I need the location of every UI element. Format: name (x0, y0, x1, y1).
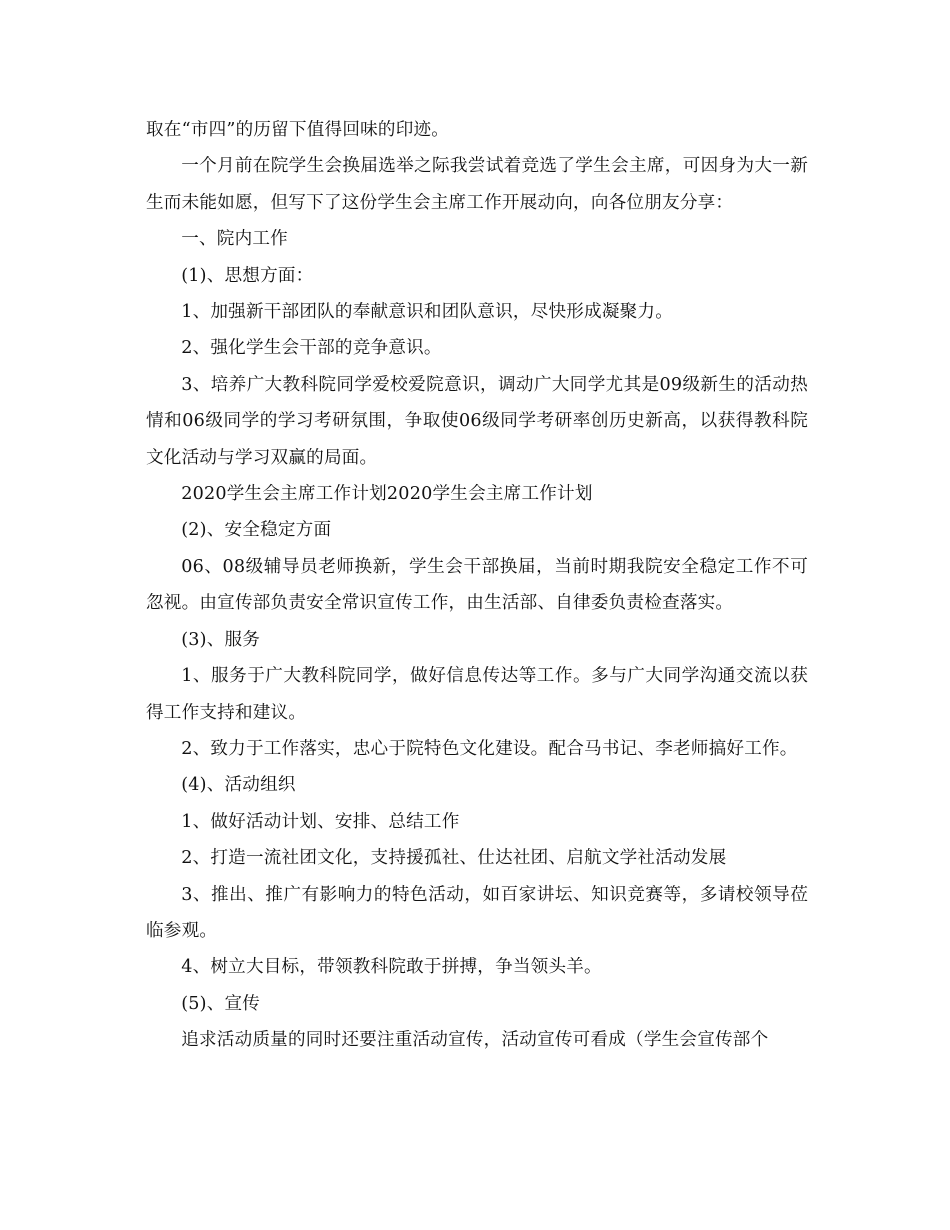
list-item: 2、强化学生会干部的竞争意识。 (181, 338, 442, 359)
list-item: 2、打造一流社团文化，支持援孤社、仕达社团、启航文学社活动发展 (181, 848, 727, 869)
list-item: 2、致力于工作落实，忠心于院特色文化建设。配合马书记、李老师搞好工作。 (181, 738, 798, 759)
heading-internal-work: 一、院内工作 (181, 229, 288, 250)
list-item: 3、推出、推广有影响力的特色活动，如百家讲坛、知识竞赛等，多请校领导莅临参观。 (146, 884, 808, 941)
subheading-safety: (2)、安全稳定方面 (181, 520, 332, 541)
paragraph-title-repeat: 2020学生会主席工作计划2020学生会主席工作计划 (181, 484, 593, 505)
list-item: 1、做好活动计划、安排、总结工作 (181, 811, 460, 832)
list-item: 4、树立大目标，带领教科院敢于拼搏，争当领头羊。 (181, 957, 602, 978)
list-item: 1、加强新干部团队的奉献意识和团队意识，尽快形成凝聚力。 (181, 302, 674, 323)
paragraph-publicity: 追求活动质量的同时还要注重活动宣传，活动宣传可看成（学生会宣传部个 (181, 1030, 769, 1051)
subheading-service: (3)、服务 (181, 629, 261, 650)
list-item: 1、服务于广大教科院同学，做好信息传达等工作。多与广大同学沟通交流以获得工作支持和建议。 (146, 666, 808, 723)
subheading-activities: (4)、活动组织 (181, 775, 296, 796)
document-body (146, 112, 808, 1059)
subheading-publicity: (5)、宣传 (181, 993, 261, 1014)
paragraph-continuation: 取在“市四”的历留下值得回味的印迹。 (146, 120, 450, 140)
list-item: 3、培养广大教科院同学爱校爱院意识，调动广大同学尤其是09级新生的活动热情和06级同学的学习考研氛围，争取使06级同学考研率创历史新高，以获得教科院文化活动与学习双赢的局面。 (146, 374, 808, 468)
paragraph-safety: 06、08级辅导员老师换新，学生会干部换届，当前时期我院安全稳定工作不可忽视。由宣传部负责安全常识宣传工作，由生活部、自律委负责检查落实。 (146, 556, 808, 614)
paragraph-intro: 一个月前在院学生会换届选举之际我尝试着竞选了学生会主席，可因身为大一新生而未能如愿，但写下了这份学生会主席工作开展动向，向各位朋友分享： (146, 156, 808, 213)
subheading-ideology: (1)、思想方面： (181, 265, 314, 286)
